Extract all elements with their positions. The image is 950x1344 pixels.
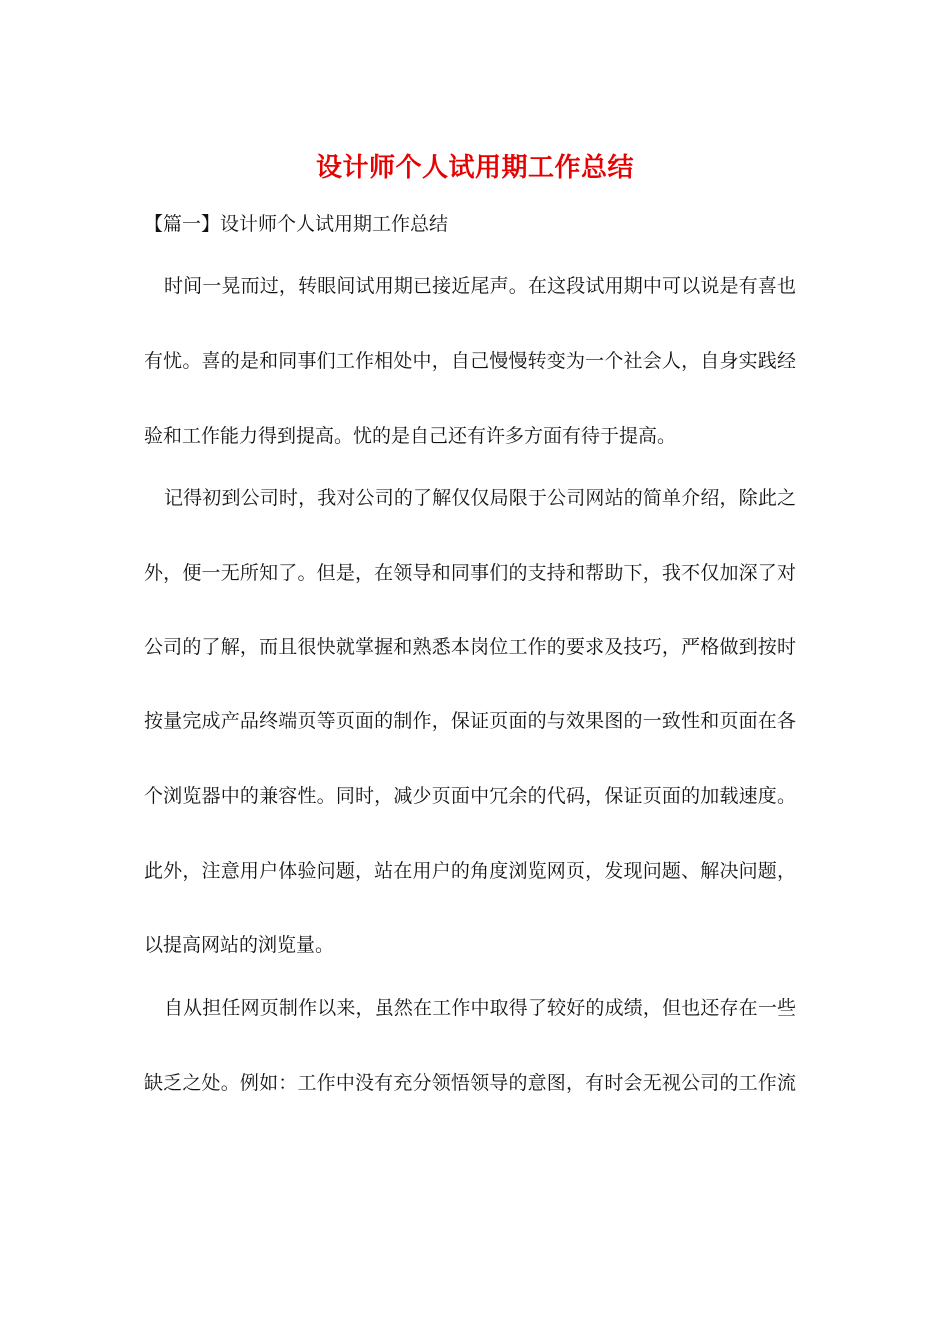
paragraph-line: 外，便一无所知了。但是，在领导和同事们的支持和帮助下，我不仅加深了对	[144, 562, 796, 584]
paragraph-line: 公司的了解，而且很快就掌握和熟悉本岗位工作的要求及技巧，严格做到按时	[144, 636, 796, 658]
paragraph-line: 自从担任网页制作以来，虽然在工作中取得了较好的成绩，但也还存在一些	[164, 997, 796, 1019]
paragraph-line: 缺乏之处。例如：工作中没有充分领悟领导的意图，有时会无视公司的工作流	[144, 1072, 796, 1094]
document-title: 设计师个人试用期工作总结	[315, 153, 634, 183]
paragraph-line: 以提高网站的浏览量。	[144, 934, 335, 956]
paragraph-line: 有忧。喜的是和同事们工作相处中，自己慢慢转变为一个社会人，自身实践经	[144, 350, 796, 372]
paragraph-line: 时间一晃而过，转眼间试用期已接近尾声。在这段试用期中可以说是有喜也	[164, 275, 796, 297]
paragraph-line: 个浏览器中的兼容性。同时，减少页面中冗余的代码，保证页面的加载速度。	[144, 785, 796, 807]
paragraph-line: 验和工作能力得到提高。忧的是自己还有许多方面有待于提高。	[144, 425, 677, 447]
paragraph-line: 记得初到公司时，我对公司的了解仅仅局限于公司网站的简单介绍，除此之	[164, 487, 796, 509]
paragraph-line: 按量完成产品终端页等页面的制作，保证页面的与效果图的一致性和页面在各	[144, 710, 796, 732]
paragraph-line: 此外，注意用户体验问题，站在用户的角度浏览网页，发现问题、解决问题，	[144, 860, 796, 882]
section-heading: 【篇一】设计师个人试用期工作总结	[144, 213, 449, 235]
